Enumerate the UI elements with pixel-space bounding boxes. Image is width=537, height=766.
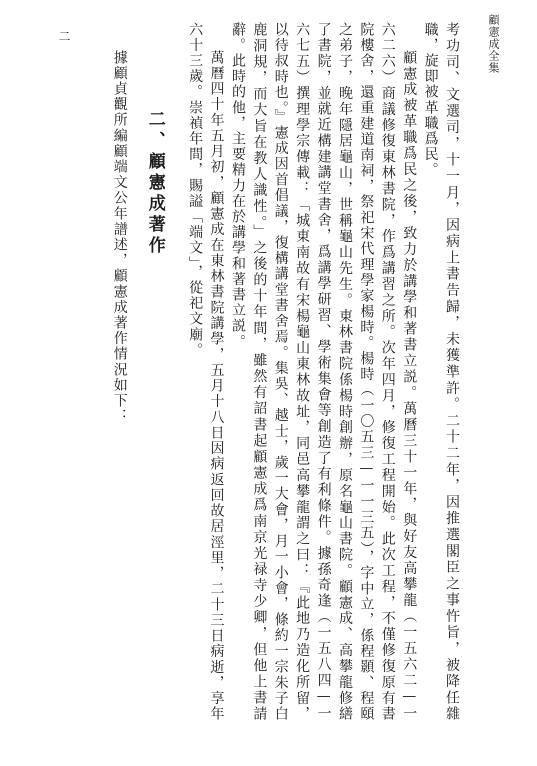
section-heading: 二、顧憲成著作 [144, 110, 165, 258]
paragraph-2-part-a: 顧憲成被革職爲民之後，致力於講學和著書立説。萬曆三十一年，與好友高攀龍（一五六二—一六二六）商議修復東林書院，作爲講習之所。次年四月，修復工程開始。此次工程，不僅修復原有書院樓舍，還重建道南祠，祭祀宋代理學家楊時。楊時（一〇五三—一一三五），字中立，係程顥、程頤之弟子，晚年隱居龜山，世稱龜山先生。東林書院係楊時創辦，原名龜山書院。 [336, 22, 418, 722]
paragraph-3: 萬曆四十年五月初，顧憲成在東林書院講學，五月十八日因病返回故居涇里，二十三日病逝，享年六十三歲。崇禎年間，賜謚「端文」，從祀文廟。 [187, 22, 225, 722]
page-number: 二 [57, 30, 71, 42]
paragraph-2-part-d: 顧憲成爲南京光禄寺少卿，但他上書請辭。此時的他，主要精力在於講學和著書立説。 [229, 22, 268, 723]
page-body [32, 22, 462, 722]
paragraph-2-part-c: 據孫奇逢（一五八四—一六七五）撰理學宗傳載：「城東南故有宋楊龜山東林故址，同邑高攀龍謂之曰：『此地乃造化所留，以待叔時也。』憲成因首倡議，復構講堂書舍焉。集吳、越士，歲一大會，月一小會，條約一宗朱子白鹿洞規，而大旨在教人識性。」之後的十年間，雖然有詔書起 [251, 22, 332, 722]
paragraph-2-part-b: 顧憲成、高攀龍修繕了書院，並就近構建講堂書舍，爲講學研習、學術集會等創造了有利條件。 [315, 22, 353, 723]
paragraph-4: 據顧貞觀所編顧端文公年譜述，顧憲成著作情況如下： [111, 50, 128, 425]
paragraph-1: 考功司、文選司，十一月，因病上書告歸，未獲準許。二十二年，因推選閣臣之事忤旨，被降任雜職，旋即被革職爲民。 [422, 22, 460, 722]
running-head: 顧憲成全集 [487, 14, 500, 74]
paragraph-2 [227, 22, 420, 722]
